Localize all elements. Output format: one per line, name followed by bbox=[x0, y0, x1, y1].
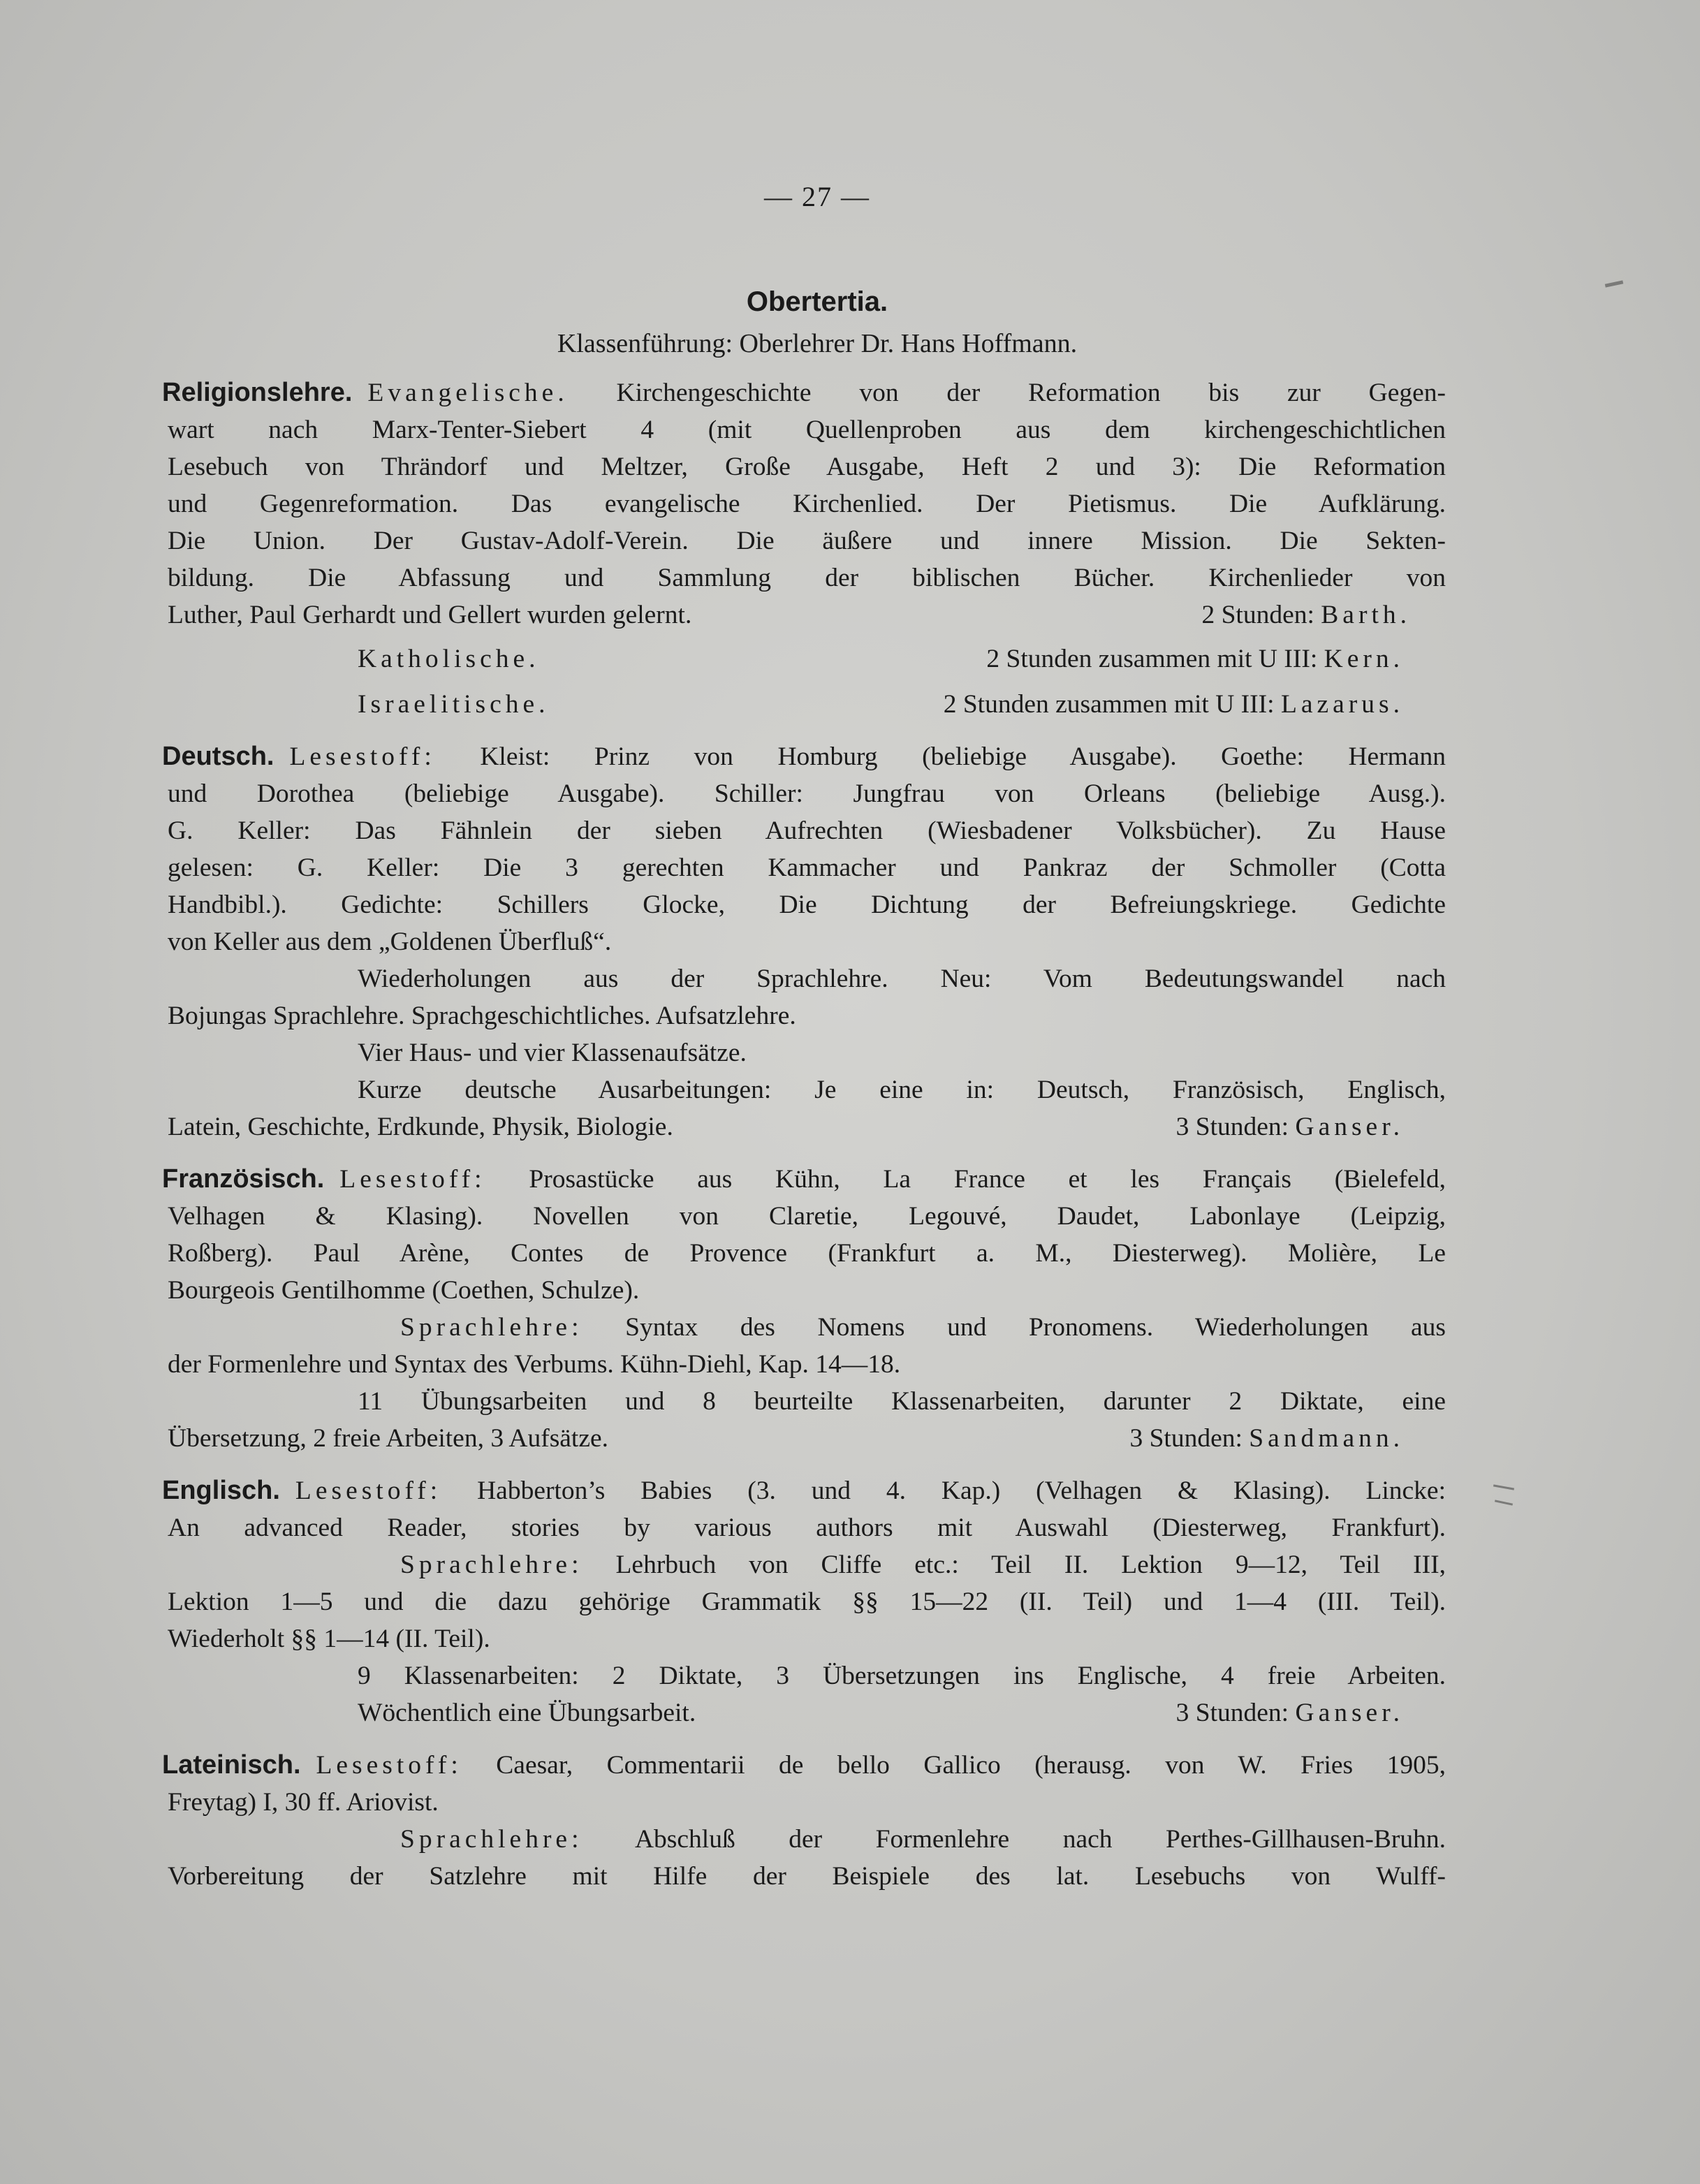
subsection-label: Lesestoff: bbox=[316, 1751, 462, 1780]
scan-mark bbox=[1493, 1484, 1514, 1490]
text-line: Freytag) I, 30 ff. Ariovist. bbox=[168, 1788, 439, 1817]
text-line: 9 Klassenarbeiten: 2 Diktate, 3 Übersetzungen ins Englische, 4 freie Arbeiten. bbox=[358, 1662, 1446, 1690]
hours: 3 Stunden: bbox=[1175, 1699, 1289, 1727]
section-franzoesisch bbox=[162, 1161, 1446, 1457]
curriculum-text bbox=[162, 374, 1446, 1895]
text-line: Lehrbuch von Cliffe etc.: Teil II. Lektion 9—12, Teil III, bbox=[615, 1551, 1446, 1579]
class-lead-label: Klassenführung: bbox=[557, 329, 733, 358]
subsection-label: Lesestoff: bbox=[339, 1165, 486, 1194]
text-line: Wiederholt §§ 1—14 (II. Teil). bbox=[168, 1625, 490, 1653]
teacher: Sandmann. bbox=[1249, 1424, 1404, 1453]
text-line: Velhagen & Klasing). Novellen von Claretie, Legouvé, Daudet, Labonlaye (Leipzig, bbox=[168, 1202, 1446, 1231]
teacher: Ganser. bbox=[1295, 1699, 1404, 1727]
teacher: Kern. bbox=[1324, 645, 1404, 673]
text-line: und Dorothea (beliebige Ausgabe). Schiller: Jungfrau von Orleans (beliebige Ausg.). bbox=[168, 779, 1446, 808]
text-line: Vorbereitung der Satzlehre mit Hilfe der Beispiele des lat. Lesebuchs von Wulff- bbox=[168, 1862, 1446, 1891]
page-number: — 27 — bbox=[764, 181, 870, 212]
hours: 2 Stunden zusammen mit U III: bbox=[986, 645, 1318, 673]
text-line: Roßberg). Paul Arène, Contes de Provence (Frankfurt a. M., Diesterweg). Molière, Le bbox=[168, 1239, 1446, 1268]
text-line: Prosastücke aus Kühn, La France et les Français (Bielefeld, bbox=[529, 1165, 1446, 1194]
hours: 3 Stunden: bbox=[1129, 1424, 1243, 1453]
hours: 2 Stunden zusammen mit U III: bbox=[943, 690, 1275, 719]
scan-mark bbox=[1495, 1500, 1513, 1505]
subject-heading: Deutsch. bbox=[162, 742, 274, 771]
subsection-label: Sprachlehre: bbox=[400, 1313, 583, 1342]
hours: 3 Stunden: bbox=[1175, 1113, 1289, 1141]
subject-heading: Französisch. bbox=[162, 1164, 325, 1194]
section-lateinisch bbox=[162, 1747, 1446, 1895]
subsection-label: Lesestoff: bbox=[289, 742, 436, 771]
text-line: gelesen: G. Keller: Die 3 gerechten Kammacher und Pankraz der Schmoller (Cotta bbox=[168, 853, 1446, 882]
text-line: wart nach Marx-Tenter-Siebert 4 (mit Quellenproben aus dem kirchengeschichtlichen bbox=[168, 416, 1446, 444]
subsection-label: Katholische. bbox=[358, 645, 540, 673]
subsection-label: Israelitische. bbox=[358, 690, 550, 719]
subject-heading: Lateinisch. bbox=[162, 1750, 301, 1780]
text-line: Caesar, Commentarii de bello Gallico (herausg. von W. Fries 1905, bbox=[496, 1751, 1446, 1780]
text-line: Luther, Paul Gerhardt und Gellert wurden gelernt. bbox=[168, 601, 692, 629]
text-line: Handbibl.). Gedichte: Schillers Glocke, Die Dichtung der Befreiungskriege. Gedichte bbox=[168, 891, 1446, 919]
text-line: der Formenlehre und Syntax des Verbums. Kühn-Diehl, Kap. 14—18. bbox=[168, 1350, 901, 1379]
text-line: 11 Übungsarbeiten und 8 beurteilte Klassenarbeiten, darunter 2 Diktate, eine bbox=[358, 1387, 1446, 1416]
text-line: Wiederholungen aus der Sprachlehre. Neu: Vom Bedeutungswandel nach bbox=[358, 965, 1446, 993]
text-line: Übersetzung, 2 freie Arbeiten, 3 Aufsätze. bbox=[168, 1424, 609, 1453]
class-title: Obertertia. bbox=[746, 286, 888, 317]
text-line: und Gegenreformation. Das evangelische Kirchenlied. Der Pietismus. Die Aufklärung. bbox=[168, 490, 1446, 518]
subsection-label: Lesestoff: bbox=[295, 1476, 442, 1505]
text-line: Bourgeois Gentilhomme (Coethen, Schulze). bbox=[168, 1276, 640, 1305]
text-line: Die Union. Der Gustav-Adolf-Verein. Die äußere und innere Mission. Die Sekten- bbox=[168, 527, 1446, 555]
subsection-label: Sprachlehre: bbox=[400, 1825, 583, 1854]
text-line: Wöchentlich eine Übungsarbeit. bbox=[358, 1699, 696, 1727]
section-religion bbox=[162, 374, 1446, 723]
text-line: Latein, Geschichte, Erdkunde, Physik, Biologie. bbox=[168, 1113, 673, 1141]
text-line: An advanced Reader, stories by various authors mit Auswahl (Diesterweg, Frankfurt). bbox=[168, 1514, 1446, 1542]
class-lead bbox=[0, 328, 1634, 359]
text-line: G. Keller: Das Fähnlein der sieben Aufrechten (Wiesbadener Volksbücher). Zu Hause bbox=[168, 816, 1446, 845]
teacher: Lazarus. bbox=[1280, 690, 1404, 719]
text-line: Bojungas Sprachlehre. Sprachgeschichtliches. Aufsatzlehre. bbox=[168, 1002, 796, 1030]
class-lead-name: Oberlehrer Dr. Hans Hoffmann. bbox=[739, 329, 1078, 358]
hours: 2 Stunden: bbox=[1201, 601, 1314, 629]
section-deutsch bbox=[162, 738, 1446, 1145]
teacher: Barth. bbox=[1321, 601, 1411, 629]
text-line: bildung. Die Abfassung und Sammlung der biblischen Bücher. Kirchenlieder von bbox=[168, 564, 1446, 592]
text-line: Kirchengeschichte von der Reformation bis zur Gegen- bbox=[616, 379, 1446, 407]
text-line: Lektion 1—5 und die dazu gehörige Grammatik §§ 15—22 (II. Teil) und 1—4 (III. Teil). bbox=[168, 1588, 1446, 1616]
text-line: Syntax des Nomens und Pronomens. Wiederholungen aus bbox=[625, 1313, 1446, 1342]
text-line: Kleist: Prinz von Homburg (beliebige Ausgabe). Goethe: Hermann bbox=[480, 742, 1446, 771]
subject-heading: Englisch. bbox=[162, 1476, 280, 1505]
subsection-label: Sprachlehre: bbox=[400, 1551, 583, 1579]
text-line: Vier Haus- und vier Klassenaufsätze. bbox=[358, 1039, 747, 1067]
text-line: von Keller aus dem „Goldenen Überfluß“. bbox=[168, 928, 612, 956]
text-line: Abschluß der Formenlehre nach Perthes-Gillhausen-Bruhn. bbox=[634, 1825, 1446, 1854]
subsection-label: Evangelische. bbox=[367, 379, 569, 407]
text-line: Lesebuch von Thrändorf und Meltzer, Große Ausgabe, Heft 2 und 3): Die Reformation bbox=[168, 453, 1446, 481]
section-englisch bbox=[162, 1472, 1446, 1731]
text-line: Kurze deutsche Ausarbeitungen: Je eine in: Deutsch, Französisch, Englisch, bbox=[358, 1076, 1446, 1104]
subject-heading: Religionslehre. bbox=[162, 378, 353, 407]
teacher: Ganser. bbox=[1295, 1113, 1404, 1141]
text-line: Habberton’s Babies (3. und 4. Kap.) (Velhagen & Klasing). Lincke: bbox=[477, 1476, 1446, 1505]
